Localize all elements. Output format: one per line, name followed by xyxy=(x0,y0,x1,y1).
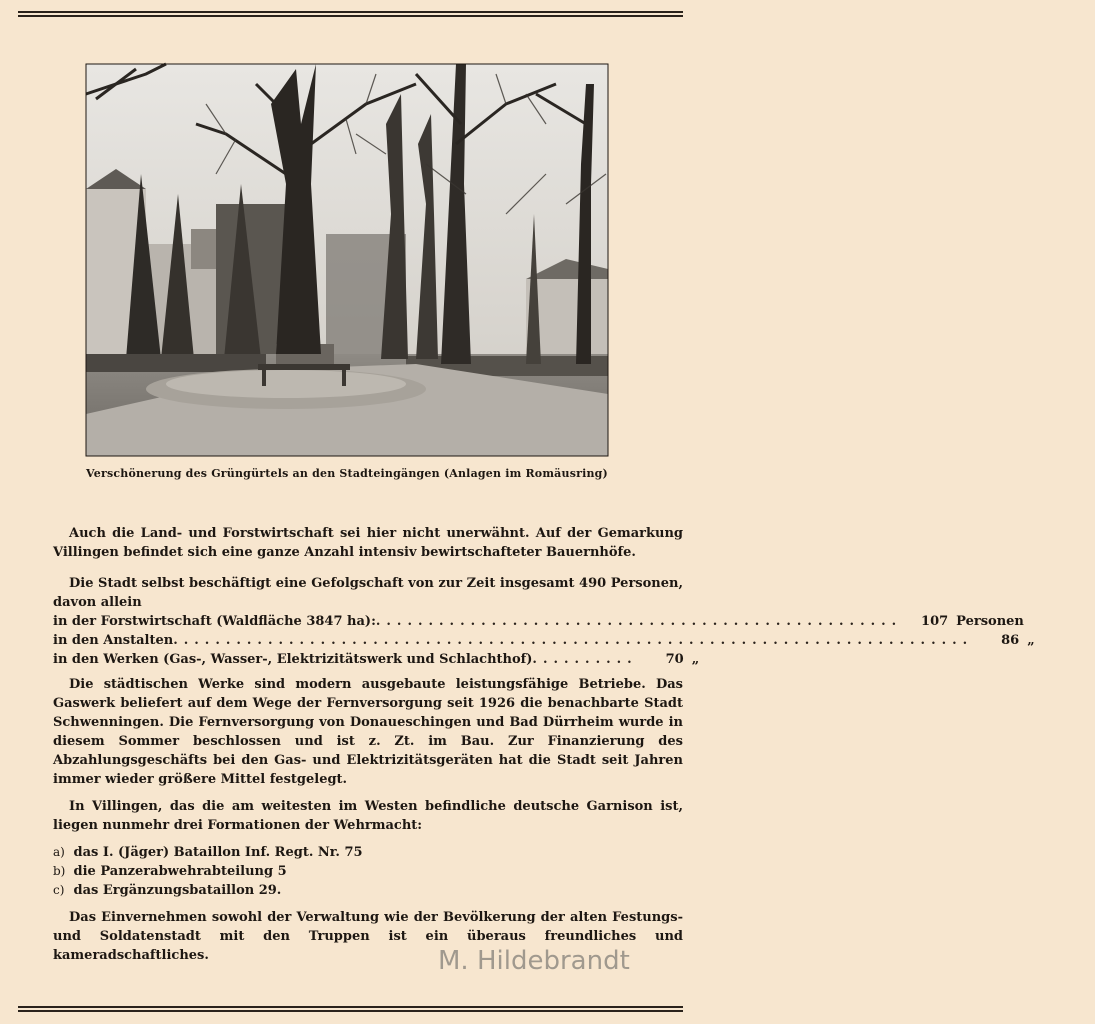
staff-unit: „ xyxy=(691,652,700,667)
formation-text: die Panzerabwehrabteilung 5 xyxy=(73,864,287,879)
list-marker: b) xyxy=(53,864,66,878)
list-marker: a) xyxy=(53,845,65,859)
staff-label: in den Werken (Gas-, Wasser-, Elektrizitätswerk und Schlachthof) xyxy=(53,652,533,667)
staff-unit: „ xyxy=(1027,633,1035,648)
leader-dots: .......... xyxy=(532,652,638,667)
staff-value: 86 xyxy=(1001,633,1020,648)
staff-unit: Personen xyxy=(956,614,1024,629)
staff-value: 70 xyxy=(665,652,684,667)
park-photo xyxy=(86,64,608,456)
body-text xyxy=(53,524,1035,965)
formation-item xyxy=(53,862,683,881)
top-rule xyxy=(18,11,683,17)
leader-dots: .................................................. xyxy=(375,614,903,629)
staff-row-forestry xyxy=(53,612,1024,631)
formation-text: das I. (Jäger) Bataillon Inf. Regt. Nr. 75 xyxy=(73,845,363,860)
staff-row-works xyxy=(53,650,700,669)
paragraph-garrison: In Villingen, das die am weitesten im Westen befindliche deutsche Garnison ist, liegen nunmehr drei Formationen der Wehrmacht: xyxy=(53,799,683,833)
leader-dots: ............................................................................ xyxy=(173,633,974,648)
staff-row-institutions xyxy=(53,631,1035,650)
list-marker: c) xyxy=(53,883,65,897)
formation-text: das Ergänzungsbataillon 29. xyxy=(73,883,282,898)
staff-label: in der Forstwirtschaft (Waldfläche 3847 ha): xyxy=(53,614,376,629)
staff-value: 107 xyxy=(921,614,949,629)
formation-item xyxy=(53,881,683,900)
formation-item xyxy=(53,843,683,862)
paragraph-relations: Das Einvernehmen sowohl der Verwaltung wie der Bevölkerung der alten Festungs- und Soldatenstadt mit den Truppen ist ein überaus freundliches und kameradschaftliches. xyxy=(53,910,683,963)
paragraph-agriculture: Auch die Land- und Forstwirtschaft sei hier nicht unerwähnt. Auf der Gemarkung Villingen befindet sich eine ganze Anzahl intensiv bewirtschafteter Bauernhöfe. xyxy=(53,526,683,560)
watermark: M. Hildebrandt xyxy=(438,946,630,976)
staff-label: in den Anstalten xyxy=(53,633,174,648)
paragraph-staff-intro: Die Stadt selbst beschäftigt eine Gefolgschaft von zur Zeit insgesamt 490 Personen, davon allein xyxy=(53,576,683,610)
photo-caption: Verschönerung des Grüngürtels an den Stadteingängen (Anlagen im Romäusring) xyxy=(86,467,608,480)
bottom-rule xyxy=(18,1006,683,1012)
paragraph-utilities: Die städtischen Werke sind modern ausgebaute leistungsfähige Betriebe. Das Gaswerk beliefert auf dem Wege der Fernversorgung seit 1926 die benachbarte Stadt Schwenningen. Die Fernversorgung von Donaueschingen und Bad Dürrheim wurde in diesem Sommer beschlossen und ist z. Zt. im Bau. Zur Finanzierung des Abzahlungsgeschäfts bei den Gas- und Elektrizitätsgeräten hat die Stadt seit Jahren immer wieder größere Mittel festgelegt. xyxy=(53,677,683,787)
